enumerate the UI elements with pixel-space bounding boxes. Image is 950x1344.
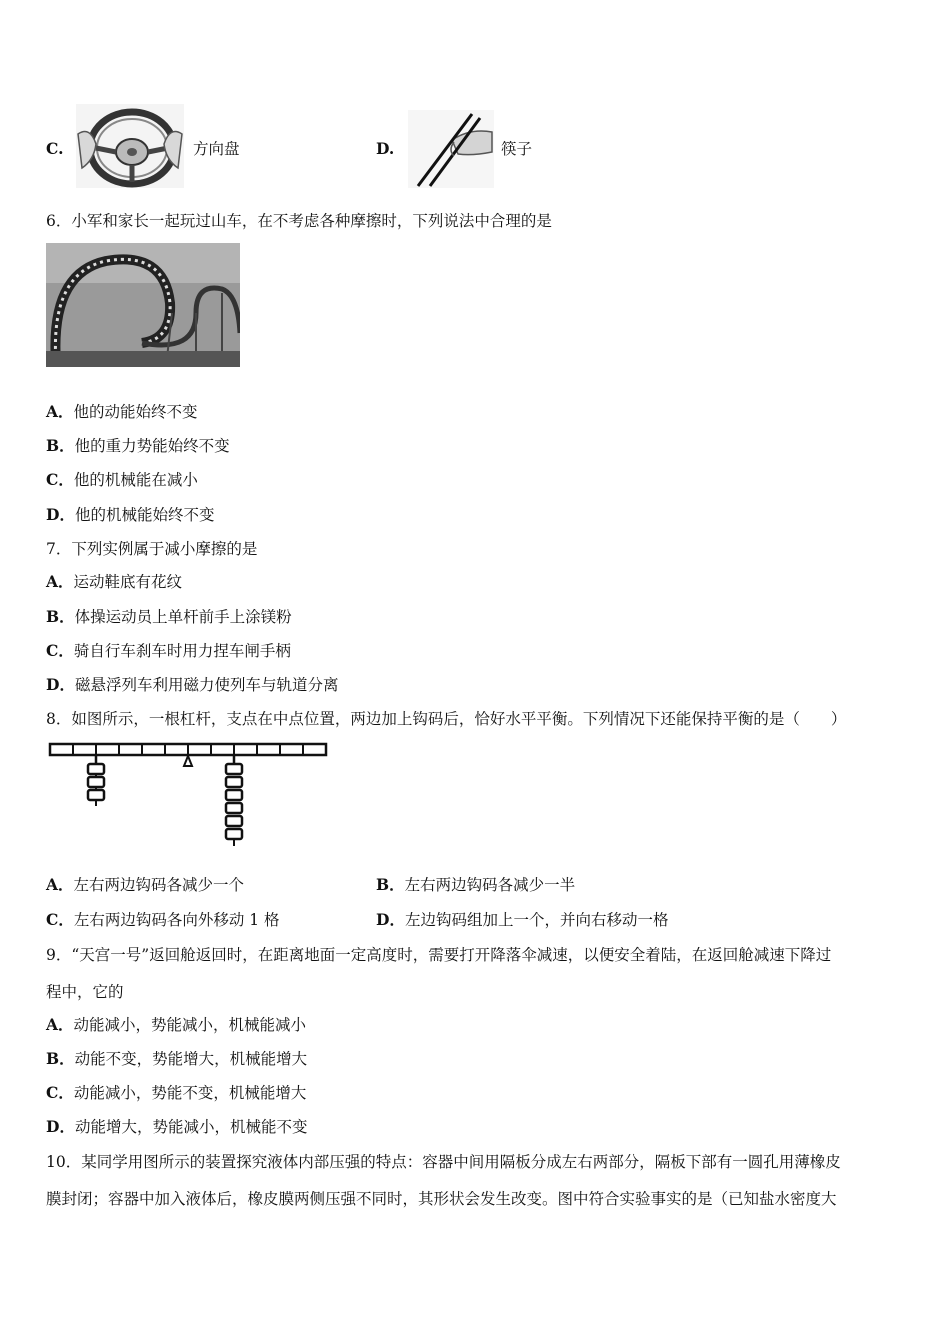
- q7-option-d: D．磁悬浮列车利用磁力使列车与轨道分离: [46, 675, 339, 694]
- q7-option-a: A．运动鞋底有花纹: [46, 572, 183, 591]
- q5-option-d-text: 筷子: [501, 140, 533, 158]
- q5-option-c-text: 方向盘: [193, 140, 240, 158]
- q7-option-b: B．体操运动员上单杆前手上涂镁粉: [46, 607, 292, 626]
- q7-stem: 7．下列实例属于减小摩擦的是: [46, 540, 258, 558]
- steering-wheel-image: [76, 104, 184, 188]
- q6-option-a: A．他的动能始终不变: [46, 402, 198, 421]
- q9-option-d: D．动能增大，势能减小，机械能不变: [46, 1117, 308, 1136]
- q6-option-b: B．他的重力势能始终不变: [46, 436, 230, 455]
- lever-diagram: [48, 740, 330, 858]
- q8-option-b: B．左右两边钩码各减少一半: [376, 875, 576, 894]
- q9-option-b: B．动能不变，势能增大，机械能增大: [46, 1049, 308, 1068]
- q10-stem-line1: 10．某同学用图所示的装置探究液体内部压强的特点：容器中间用隔板分成左右两部分，隔板下部有一圆孔用薄橡皮: [46, 1153, 841, 1171]
- q5-option-d-label: D.: [376, 139, 395, 158]
- q8-option-d: D．左边钩码组加上一个，并向右移动一格: [376, 910, 669, 929]
- q6-option-c: C．他的机械能在减小: [46, 470, 198, 489]
- chopsticks-image: [408, 110, 494, 188]
- q10-stem-line2: 膜封闭；容器中加入液体后，橡皮膜两侧压强不同时，其形状会发生改变。图中符合实验事实的是（已知盐水密度大: [46, 1190, 837, 1208]
- q8-option-c: C．左右两边钩码各向外移动 1 格: [46, 910, 280, 929]
- q8-stem: 8．如图所示，一根杠杆，支点在中点位置，两边加上钩码后，恰好水平平衡。下列情况下还能保持平衡的是（ ）: [46, 710, 847, 728]
- q7-option-c: C．骑自行车刹车时用力捏车闸手柄: [46, 641, 291, 660]
- roller-coaster-image: [46, 243, 240, 367]
- q9-stem-line1: 9．“天宫一号”返回舱返回时，在距离地面一定高度时，需要打开降落伞减速，以便安全着陆，在返回舱减速下降过: [46, 946, 832, 964]
- q8-option-a: A．左右两边钩码各减少一个: [46, 875, 245, 894]
- q9-option-a: A．动能减小，势能减小，机械能减小: [46, 1015, 307, 1034]
- q5-option-c-label: C.: [46, 139, 64, 158]
- q6-stem: 6．小军和家长一起玩过山车，在不考虑各种摩擦时，下列说法中合理的是: [46, 212, 552, 230]
- q9-option-c: C．动能减小，势能不变，机械能增大: [46, 1083, 307, 1102]
- q9-stem-line2: 程中，它的: [46, 983, 124, 1001]
- q6-option-d: D．他的机械能始终不变: [46, 505, 215, 524]
